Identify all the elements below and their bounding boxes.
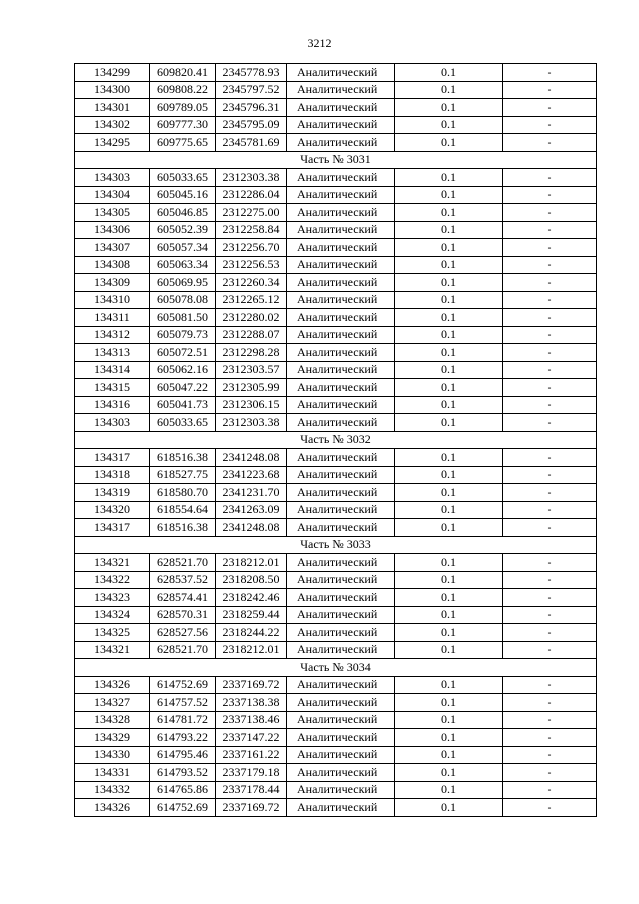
table-row [75, 466, 597, 484]
point-id-cell: 134308 [75, 256, 150, 274]
x-coordinate-cell: 605052.39 [150, 221, 216, 239]
accuracy-cell: 0.1 [395, 256, 503, 274]
method-cell: Аналитический [287, 274, 395, 292]
note-cell: - [503, 606, 597, 624]
x-coordinate-cell: 605072.51 [150, 344, 216, 362]
y-coordinate-cell: 2312256.53 [216, 256, 287, 274]
x-coordinate-cell: 618554.64 [150, 501, 216, 519]
table-row [75, 746, 597, 764]
point-id-cell: 134313 [75, 344, 150, 362]
note-cell: - [503, 711, 597, 729]
note-cell: - [503, 624, 597, 642]
y-coordinate-cell: 2345796.31 [216, 99, 287, 117]
accuracy-cell: 0.1 [395, 694, 503, 712]
table-row [75, 624, 597, 642]
x-coordinate-cell: 618516.38 [150, 449, 216, 467]
x-coordinate-cell: 605045.16 [150, 186, 216, 204]
point-id-cell: 134304 [75, 186, 150, 204]
point-id-cell: 134314 [75, 361, 150, 379]
accuracy-cell: 0.1 [395, 519, 503, 537]
y-coordinate-cell: 2345781.69 [216, 134, 287, 152]
y-coordinate-cell: 2312298.28 [216, 344, 287, 362]
note-cell: - [503, 361, 597, 379]
method-cell: Аналитический [287, 221, 395, 239]
method-cell: Аналитический [287, 379, 395, 397]
accuracy-cell: 0.1 [395, 501, 503, 519]
point-id-cell: 134328 [75, 711, 150, 729]
x-coordinate-cell: 605069.95 [150, 274, 216, 292]
x-coordinate-cell: 614752.69 [150, 799, 216, 817]
accuracy-cell: 0.1 [395, 326, 503, 344]
point-id-cell: 134317 [75, 519, 150, 537]
table-row [75, 571, 597, 589]
method-cell: Аналитический [287, 256, 395, 274]
y-coordinate-cell: 2318242.46 [216, 589, 287, 607]
accuracy-cell: 0.1 [395, 239, 503, 257]
section-label: Часть № 3034 [75, 659, 597, 677]
note-cell: - [503, 746, 597, 764]
y-coordinate-cell: 2337138.38 [216, 694, 287, 712]
method-cell: Аналитический [287, 204, 395, 222]
note-cell: - [503, 379, 597, 397]
y-coordinate-cell: 2312288.07 [216, 326, 287, 344]
x-coordinate-cell: 614793.22 [150, 729, 216, 747]
accuracy-cell: 0.1 [395, 274, 503, 292]
y-coordinate-cell: 2345778.93 [216, 64, 287, 82]
accuracy-cell: 0.1 [395, 169, 503, 187]
point-id-cell: 134303 [75, 169, 150, 187]
accuracy-cell: 0.1 [395, 221, 503, 239]
accuracy-cell: 0.1 [395, 116, 503, 134]
y-coordinate-cell: 2312303.38 [216, 169, 287, 187]
method-cell: Аналитический [287, 764, 395, 782]
table-row [75, 64, 597, 82]
point-id-cell: 134301 [75, 99, 150, 117]
accuracy-cell: 0.1 [395, 134, 503, 152]
y-coordinate-cell: 2312306.15 [216, 396, 287, 414]
table-row [75, 134, 597, 152]
method-cell: Аналитический [287, 676, 395, 694]
table-row [75, 274, 597, 292]
note-cell: - [503, 676, 597, 694]
note-cell: - [503, 589, 597, 607]
y-coordinate-cell: 2341248.08 [216, 519, 287, 537]
y-coordinate-cell: 2337138.46 [216, 711, 287, 729]
y-coordinate-cell: 2337179.18 [216, 764, 287, 782]
method-cell: Аналитический [287, 291, 395, 309]
section-header-row [75, 659, 597, 677]
method-cell: Аналитический [287, 344, 395, 362]
note-cell: - [503, 764, 597, 782]
accuracy-cell: 0.1 [395, 764, 503, 782]
accuracy-cell: 0.1 [395, 396, 503, 414]
x-coordinate-cell: 605081.50 [150, 309, 216, 327]
y-coordinate-cell: 2345797.52 [216, 81, 287, 99]
method-cell: Аналитический [287, 711, 395, 729]
point-id-cell: 134312 [75, 326, 150, 344]
note-cell: - [503, 571, 597, 589]
table-row [75, 414, 597, 432]
note-cell: - [503, 396, 597, 414]
point-id-cell: 134323 [75, 589, 150, 607]
y-coordinate-cell: 2337169.72 [216, 676, 287, 694]
note-cell: - [503, 326, 597, 344]
table-row [75, 449, 597, 467]
section-header-row [75, 431, 597, 449]
table-row [75, 711, 597, 729]
table-row [75, 799, 597, 817]
y-coordinate-cell: 2312303.38 [216, 414, 287, 432]
accuracy-cell: 0.1 [395, 64, 503, 82]
x-coordinate-cell: 614781.72 [150, 711, 216, 729]
point-id-cell: 134295 [75, 134, 150, 152]
note-cell: - [503, 134, 597, 152]
x-coordinate-cell: 614757.52 [150, 694, 216, 712]
y-coordinate-cell: 2312265.12 [216, 291, 287, 309]
point-id-cell: 134299 [75, 64, 150, 82]
method-cell: Аналитический [287, 134, 395, 152]
method-cell: Аналитический [287, 729, 395, 747]
point-id-cell: 134326 [75, 799, 150, 817]
note-cell: - [503, 501, 597, 519]
x-coordinate-cell: 605046.85 [150, 204, 216, 222]
y-coordinate-cell: 2341231.70 [216, 484, 287, 502]
accuracy-cell: 0.1 [395, 589, 503, 607]
method-cell: Аналитический [287, 484, 395, 502]
x-coordinate-cell: 614765.86 [150, 781, 216, 799]
y-coordinate-cell: 2341248.08 [216, 449, 287, 467]
table-row [75, 326, 597, 344]
note-cell: - [503, 221, 597, 239]
note-cell: - [503, 309, 597, 327]
x-coordinate-cell: 605033.65 [150, 414, 216, 432]
table-row [75, 694, 597, 712]
method-cell: Аналитический [287, 466, 395, 484]
point-id-cell: 134330 [75, 746, 150, 764]
point-id-cell: 134307 [75, 239, 150, 257]
point-id-cell: 134305 [75, 204, 150, 222]
x-coordinate-cell: 628521.70 [150, 641, 216, 659]
table-row [75, 764, 597, 782]
method-cell: Аналитический [287, 606, 395, 624]
accuracy-cell: 0.1 [395, 449, 503, 467]
method-cell: Аналитический [287, 414, 395, 432]
method-cell: Аналитический [287, 239, 395, 257]
x-coordinate-cell: 614795.46 [150, 746, 216, 764]
note-cell: - [503, 186, 597, 204]
point-id-cell: 134332 [75, 781, 150, 799]
point-id-cell: 134315 [75, 379, 150, 397]
x-coordinate-cell: 605078.08 [150, 291, 216, 309]
accuracy-cell: 0.1 [395, 99, 503, 117]
coordinates-table-body [75, 64, 597, 817]
accuracy-cell: 0.1 [395, 746, 503, 764]
accuracy-cell: 0.1 [395, 799, 503, 817]
accuracy-cell: 0.1 [395, 729, 503, 747]
method-cell: Аналитический [287, 361, 395, 379]
accuracy-cell: 0.1 [395, 309, 503, 327]
y-coordinate-cell: 2312258.84 [216, 221, 287, 239]
y-coordinate-cell: 2312260.34 [216, 274, 287, 292]
note-cell: - [503, 554, 597, 572]
x-coordinate-cell: 618527.75 [150, 466, 216, 484]
method-cell: Аналитический [287, 641, 395, 659]
y-coordinate-cell: 2312256.70 [216, 239, 287, 257]
table-row [75, 554, 597, 572]
accuracy-cell: 0.1 [395, 676, 503, 694]
note-cell: - [503, 449, 597, 467]
accuracy-cell: 0.1 [395, 466, 503, 484]
table-row [75, 729, 597, 747]
x-coordinate-cell: 605033.65 [150, 169, 216, 187]
table-row [75, 186, 597, 204]
note-cell: - [503, 344, 597, 362]
method-cell: Аналитический [287, 519, 395, 537]
method-cell: Аналитический [287, 186, 395, 204]
note-cell: - [503, 484, 597, 502]
table-row [75, 169, 597, 187]
y-coordinate-cell: 2318212.01 [216, 554, 287, 572]
accuracy-cell: 0.1 [395, 711, 503, 729]
point-id-cell: 134306 [75, 221, 150, 239]
method-cell: Аналитический [287, 799, 395, 817]
accuracy-cell: 0.1 [395, 484, 503, 502]
method-cell: Аналитический [287, 449, 395, 467]
point-id-cell: 134329 [75, 729, 150, 747]
section-header-row [75, 151, 597, 169]
accuracy-cell: 0.1 [395, 641, 503, 659]
note-cell: - [503, 641, 597, 659]
method-cell: Аналитический [287, 326, 395, 344]
y-coordinate-cell: 2337161.22 [216, 746, 287, 764]
table-row [75, 256, 597, 274]
method-cell: Аналитический [287, 746, 395, 764]
point-id-cell: 134331 [75, 764, 150, 782]
table-row [75, 606, 597, 624]
note-cell: - [503, 256, 597, 274]
accuracy-cell: 0.1 [395, 361, 503, 379]
method-cell: Аналитический [287, 571, 395, 589]
point-id-cell: 134310 [75, 291, 150, 309]
table-row [75, 81, 597, 99]
note-cell: - [503, 116, 597, 134]
point-id-cell: 134327 [75, 694, 150, 712]
table-row [75, 344, 597, 362]
point-id-cell: 134300 [75, 81, 150, 99]
x-coordinate-cell: 628570.31 [150, 606, 216, 624]
x-coordinate-cell: 628527.56 [150, 624, 216, 642]
point-id-cell: 134321 [75, 641, 150, 659]
method-cell: Аналитический [287, 64, 395, 82]
point-id-cell: 134321 [75, 554, 150, 572]
section-label: Часть № 3032 [75, 431, 597, 449]
table-row [75, 221, 597, 239]
table-row [75, 501, 597, 519]
note-cell: - [503, 466, 597, 484]
x-coordinate-cell: 609775.65 [150, 134, 216, 152]
method-cell: Аналитический [287, 81, 395, 99]
page-number: 3212 [307, 36, 332, 50]
note-cell: - [503, 799, 597, 817]
accuracy-cell: 0.1 [395, 81, 503, 99]
point-id-cell: 134324 [75, 606, 150, 624]
table-row [75, 239, 597, 257]
table-row [75, 309, 597, 327]
x-coordinate-cell: 614752.69 [150, 676, 216, 694]
y-coordinate-cell: 2318208.50 [216, 571, 287, 589]
note-cell: - [503, 519, 597, 537]
y-coordinate-cell: 2318259.44 [216, 606, 287, 624]
x-coordinate-cell: 609777.30 [150, 116, 216, 134]
y-coordinate-cell: 2318244.22 [216, 624, 287, 642]
x-coordinate-cell: 605057.34 [150, 239, 216, 257]
table-row [75, 291, 597, 309]
note-cell: - [503, 239, 597, 257]
y-coordinate-cell: 2337169.72 [216, 799, 287, 817]
section-label: Часть № 3033 [75, 536, 597, 554]
note-cell: - [503, 169, 597, 187]
x-coordinate-cell: 609808.22 [150, 81, 216, 99]
x-coordinate-cell: 628537.52 [150, 571, 216, 589]
point-id-cell: 134325 [75, 624, 150, 642]
method-cell: Аналитический [287, 554, 395, 572]
accuracy-cell: 0.1 [395, 379, 503, 397]
point-id-cell: 134322 [75, 571, 150, 589]
table-row [75, 116, 597, 134]
accuracy-cell: 0.1 [395, 624, 503, 642]
method-cell: Аналитический [287, 396, 395, 414]
point-id-cell: 134318 [75, 466, 150, 484]
x-coordinate-cell: 605047.22 [150, 379, 216, 397]
method-cell: Аналитический [287, 116, 395, 134]
accuracy-cell: 0.1 [395, 291, 503, 309]
point-id-cell: 134311 [75, 309, 150, 327]
method-cell: Аналитический [287, 99, 395, 117]
note-cell: - [503, 64, 597, 82]
accuracy-cell: 0.1 [395, 571, 503, 589]
point-id-cell: 134317 [75, 449, 150, 467]
section-header-row [75, 536, 597, 554]
method-cell: Аналитический [287, 169, 395, 187]
accuracy-cell: 0.1 [395, 344, 503, 362]
note-cell: - [503, 274, 597, 292]
table-row [75, 781, 597, 799]
y-coordinate-cell: 2341263.09 [216, 501, 287, 519]
x-coordinate-cell: 618516.38 [150, 519, 216, 537]
x-coordinate-cell: 609789.05 [150, 99, 216, 117]
y-coordinate-cell: 2341223.68 [216, 466, 287, 484]
y-coordinate-cell: 2345795.09 [216, 116, 287, 134]
table-row [75, 676, 597, 694]
accuracy-cell: 0.1 [395, 186, 503, 204]
accuracy-cell: 0.1 [395, 204, 503, 222]
accuracy-cell: 0.1 [395, 414, 503, 432]
table-row [75, 99, 597, 117]
point-id-cell: 134320 [75, 501, 150, 519]
x-coordinate-cell: 605079.73 [150, 326, 216, 344]
y-coordinate-cell: 2337147.22 [216, 729, 287, 747]
note-cell: - [503, 81, 597, 99]
y-coordinate-cell: 2312303.57 [216, 361, 287, 379]
table-row [75, 641, 597, 659]
method-cell: Аналитический [287, 501, 395, 519]
table-row [75, 519, 597, 537]
point-id-cell: 134326 [75, 676, 150, 694]
note-cell: - [503, 729, 597, 747]
table-row [75, 484, 597, 502]
accuracy-cell: 0.1 [395, 554, 503, 572]
method-cell: Аналитический [287, 589, 395, 607]
point-id-cell: 134302 [75, 116, 150, 134]
table-row [75, 361, 597, 379]
accuracy-cell: 0.1 [395, 606, 503, 624]
point-id-cell: 134303 [75, 414, 150, 432]
method-cell: Аналитический [287, 694, 395, 712]
table-row [75, 589, 597, 607]
y-coordinate-cell: 2318212.01 [216, 641, 287, 659]
table-row [75, 204, 597, 222]
x-coordinate-cell: 605041.73 [150, 396, 216, 414]
point-id-cell: 134319 [75, 484, 150, 502]
note-cell: - [503, 291, 597, 309]
x-coordinate-cell: 618580.70 [150, 484, 216, 502]
note-cell: - [503, 694, 597, 712]
y-coordinate-cell: 2312280.02 [216, 309, 287, 327]
method-cell: Аналитический [287, 624, 395, 642]
x-coordinate-cell: 609820.41 [150, 64, 216, 82]
coordinates-table [74, 63, 597, 817]
method-cell: Аналитический [287, 781, 395, 799]
note-cell: - [503, 781, 597, 799]
table-row [75, 396, 597, 414]
table-row [75, 379, 597, 397]
point-id-cell: 134309 [75, 274, 150, 292]
point-id-cell: 134316 [75, 396, 150, 414]
x-coordinate-cell: 605063.34 [150, 256, 216, 274]
x-coordinate-cell: 614793.52 [150, 764, 216, 782]
y-coordinate-cell: 2312286.04 [216, 186, 287, 204]
note-cell: - [503, 204, 597, 222]
x-coordinate-cell: 628574.41 [150, 589, 216, 607]
x-coordinate-cell: 628521.70 [150, 554, 216, 572]
y-coordinate-cell: 2312305.99 [216, 379, 287, 397]
note-cell: - [503, 99, 597, 117]
section-label: Часть № 3031 [75, 151, 597, 169]
y-coordinate-cell: 2312275.00 [216, 204, 287, 222]
y-coordinate-cell: 2337178.44 [216, 781, 287, 799]
note-cell: - [503, 414, 597, 432]
method-cell: Аналитический [287, 309, 395, 327]
x-coordinate-cell: 605062.16 [150, 361, 216, 379]
accuracy-cell: 0.1 [395, 781, 503, 799]
